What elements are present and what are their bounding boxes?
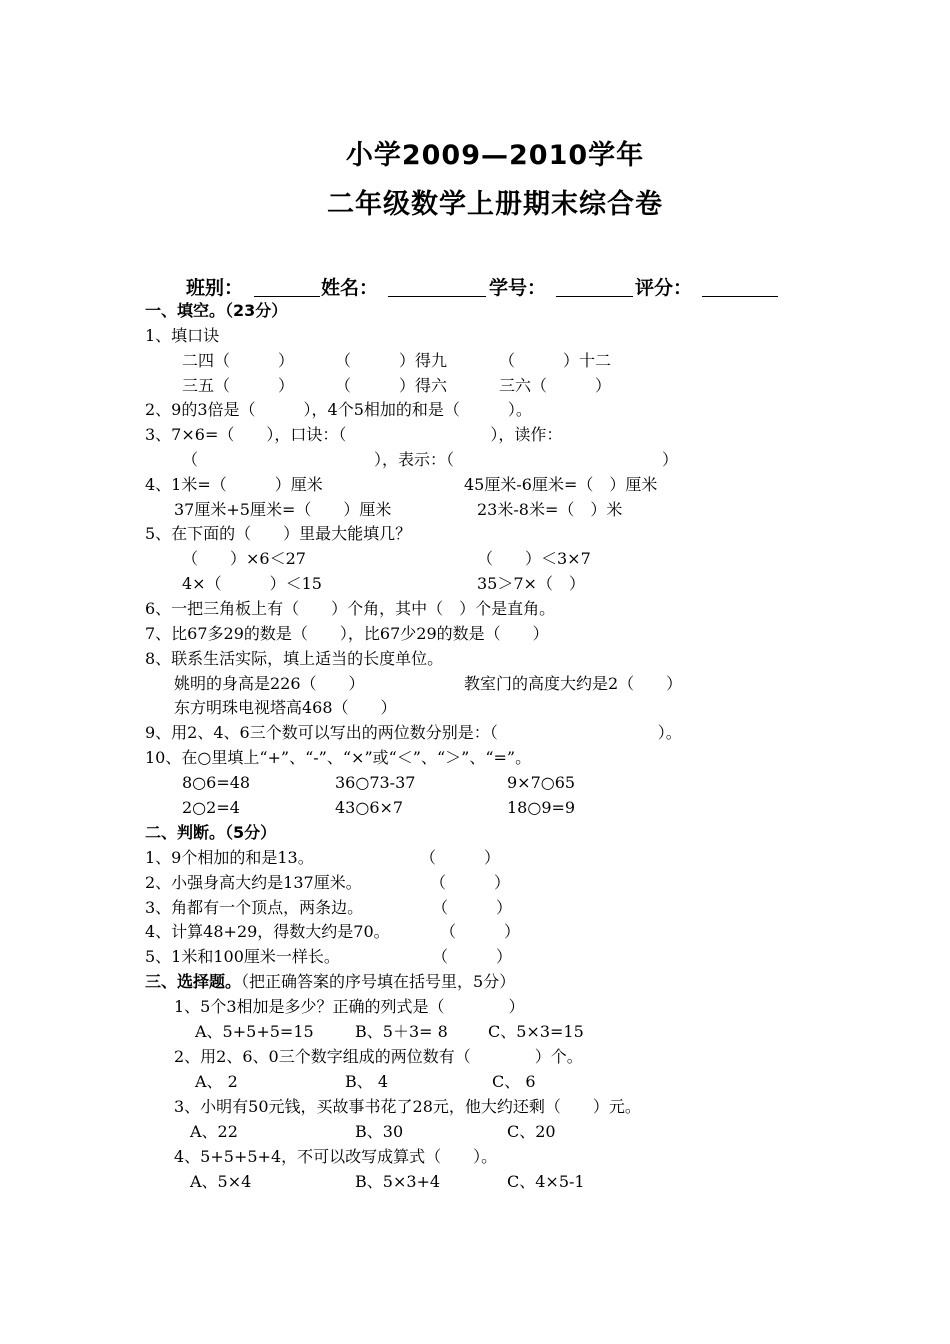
section3-title: 三、选择题。 bbox=[145, 972, 242, 991]
score-blank bbox=[702, 296, 778, 297]
class-blank bbox=[254, 296, 320, 297]
section3-heading bbox=[145, 972, 515, 992]
s3-option-a: A、5×4 bbox=[190, 1172, 252, 1191]
s3-option-b: B、 4 bbox=[345, 1072, 389, 1091]
s3-question: 2、用2、6、0三个数字组成的两位数有（ ）个。 bbox=[174, 1047, 583, 1066]
s1-q4-item: 23米-8米=（ ）米 bbox=[477, 500, 623, 519]
s2-item: 3、角都有一个顶点，两条边。 bbox=[145, 898, 364, 917]
section1-heading: 一、填空。（23分） bbox=[145, 301, 288, 320]
s3-option-c: C、4×5-1 bbox=[507, 1172, 585, 1191]
s3-option-a: A、22 bbox=[190, 1122, 238, 1141]
s1-q4-item: 4、1米=（ ）厘米 bbox=[145, 475, 323, 494]
s2-answer-paren: （ ） bbox=[430, 873, 511, 892]
s1-q10-item: 36○73-37 bbox=[335, 773, 416, 792]
s1-q1-item: （ ）得六 bbox=[335, 376, 448, 395]
name-label: 姓名： bbox=[321, 277, 379, 299]
student-id-label: 学号： bbox=[489, 277, 547, 299]
s3-option-a: A、 2 bbox=[195, 1072, 238, 1091]
score-label: 评分： bbox=[635, 277, 693, 299]
s1-q1: 1、填口诀 bbox=[145, 326, 220, 345]
s1-q10-item: 43○6×7 bbox=[335, 798, 404, 817]
s3-option-c: C、5×3=15 bbox=[488, 1022, 584, 1041]
s1-q5-item: （ ）＜3×7 bbox=[477, 549, 591, 568]
s1-q5-item: 4×（ ）＜15 bbox=[182, 574, 322, 593]
section2-heading: 二、判断。（5分） bbox=[145, 823, 277, 842]
s1-q9: 9、用2、4、6三个数可以写出的两位数分别是：（ ）。 bbox=[145, 723, 682, 742]
s3-option-b: B、30 bbox=[355, 1122, 404, 1141]
s1-q1-item: （ ）十二 bbox=[499, 351, 612, 370]
s1-q5-item: 35＞7×（ ） bbox=[477, 574, 585, 593]
s1-q4-item: 45厘米-6厘米=（ ）厘米 bbox=[464, 475, 658, 494]
s2-item: 5、1米和100厘米一样长。 bbox=[145, 947, 340, 966]
s3-question: 3、小明有50元钱，买故事书花了28元，他大约还剩（ ）元。 bbox=[174, 1097, 641, 1116]
s1-q8-item: 姚明的身高是226（ ） bbox=[174, 674, 365, 693]
s1-q1-item: 三六（ ） bbox=[499, 376, 612, 395]
s1-q5: 5、在下面的（ ）里最大能填几？ bbox=[145, 524, 412, 543]
s1-q10-item: 8○6=48 bbox=[182, 773, 251, 792]
s3-option-b: B、5＋3= 8 bbox=[355, 1022, 448, 1041]
s3-option-c: C、 6 bbox=[492, 1072, 536, 1091]
s1-q10-item: 9×7○65 bbox=[507, 773, 576, 792]
s1-q3-cont: （ ），表示：（ ） bbox=[182, 450, 679, 469]
exam-title-line2: 二年级数学上册期末综合卷 bbox=[327, 189, 663, 220]
s1-q8: 8、联系生活实际，填上适当的长度单位。 bbox=[145, 649, 444, 668]
s3-option-b: B、5×3+4 bbox=[355, 1172, 441, 1191]
s1-q3: 3、7×6=（ ），口诀：（ ），读作： bbox=[145, 425, 563, 444]
s2-item: 4、计算48+29，得数大约是70。 bbox=[145, 922, 390, 941]
s2-item: 1、9个相加的和是13。 bbox=[145, 848, 314, 867]
s3-question: 1、5个3相加是多少？正确的列式是（ ） bbox=[174, 997, 525, 1016]
s1-q4-item: 37厘米+5厘米=（ ）厘米 bbox=[174, 500, 392, 519]
s3-option-a: A、5+5+5=15 bbox=[195, 1022, 314, 1041]
s3-option-c: C、20 bbox=[507, 1122, 556, 1141]
s1-q7: 7、比67多29的数是（ ），比67少29的数是（ ） bbox=[145, 624, 549, 643]
section3-instruction: （把正确答案的序号填在括号里，5分） bbox=[241, 972, 516, 991]
s2-item: 2、小强身高大约是137厘米。 bbox=[145, 873, 362, 892]
student-id-blank bbox=[556, 296, 633, 297]
s2-answer-paren: （ ） bbox=[420, 848, 501, 867]
s1-q5-item: （ ）×6＜27 bbox=[182, 549, 306, 568]
s1-q10-item: 18○9=9 bbox=[507, 798, 576, 817]
s1-q1-item: （ ）得九 bbox=[335, 351, 448, 370]
s1-q2: 2、9的3倍是（ ），4个5相加的和是（ ）。 bbox=[145, 400, 532, 419]
s1-q1-item: 二四（ ） bbox=[182, 351, 295, 370]
s2-answer-paren: （ ） bbox=[432, 898, 513, 917]
s2-answer-paren: （ ） bbox=[440, 922, 521, 941]
exam-title-line1: 小学2009—2010学年 bbox=[345, 140, 645, 171]
s1-q6: 6、一把三角板上有（ ）个角，其中（ ）个是直角。 bbox=[145, 599, 556, 618]
s1-q10-item: 2○2=4 bbox=[182, 798, 240, 817]
s1-q8-item: 东方明珠电视塔高468（ ） bbox=[174, 698, 397, 717]
class-label: 班别： bbox=[186, 277, 244, 299]
s2-answer-paren: （ ） bbox=[432, 947, 513, 966]
s1-q8-item: 教室门的高度大约是2（ ） bbox=[464, 674, 683, 693]
s1-q1-item: 三五（ ） bbox=[182, 376, 295, 395]
s3-question: 4、5+5+5+4，不可以改写成算式（ ）。 bbox=[174, 1147, 498, 1166]
s1-q10: 10、在○里填上“+”、“-”、“×”或“＜”、“＞”、“=”。 bbox=[145, 748, 532, 767]
name-blank bbox=[388, 296, 486, 297]
